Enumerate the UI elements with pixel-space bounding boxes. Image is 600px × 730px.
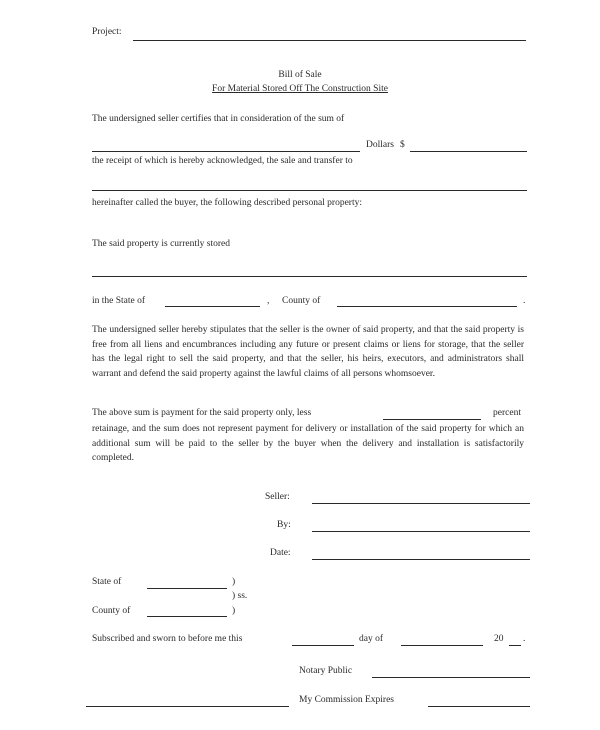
subscribed-text: Subscribed and sworn to before me this bbox=[92, 634, 243, 644]
date-field[interactable] bbox=[312, 559, 530, 560]
year-suffix: . bbox=[523, 634, 526, 644]
notary-month-field[interactable] bbox=[401, 645, 483, 646]
seller-label: Seller: bbox=[265, 492, 290, 502]
notary-county-label: County of bbox=[92, 606, 131, 616]
commission-expires-field[interactable] bbox=[428, 706, 530, 707]
notary-day-field[interactable] bbox=[292, 645, 354, 646]
comma: , bbox=[267, 296, 270, 306]
storage-location-field[interactable] bbox=[92, 276, 527, 277]
document-title: Bill of Sale bbox=[278, 70, 322, 80]
county-field[interactable] bbox=[337, 306, 517, 307]
state-label: in the State of bbox=[92, 296, 146, 306]
amount-words-field[interactable] bbox=[92, 151, 360, 152]
state-field[interactable] bbox=[165, 306, 260, 307]
payment-text: The above sum is payment for the said property only, less bbox=[92, 408, 312, 418]
notary-county-field[interactable] bbox=[147, 616, 227, 617]
project-field[interactable] bbox=[133, 40, 526, 41]
buyer-name-field[interactable] bbox=[92, 190, 527, 191]
notary-year-field[interactable] bbox=[509, 645, 521, 646]
stored-text: The said property is currently stored bbox=[92, 239, 230, 249]
notary-signature-field[interactable] bbox=[86, 706, 289, 707]
retainage-percent-field[interactable] bbox=[383, 419, 481, 420]
percent-label: percent bbox=[493, 408, 521, 418]
notary-state-field[interactable] bbox=[147, 588, 227, 589]
receipt-text: the receipt of which is hereby acknowledged, the sale and transfer to bbox=[92, 156, 353, 166]
stipulation-paragraph: The undersigned seller hereby stipulates that the seller is the owner of said property, and that the said property is free from all liens and encumbrances including any future or present claims or liens for storage, that the seller has the legal right to sell the said property, and that the seller, his heirs, executors, and administrators shall warrant and defend the said property against the lawful claims of all persons whomsoever. bbox=[92, 325, 524, 379]
document-subtitle: For Material Stored Off The Construction Site bbox=[212, 84, 388, 94]
commission-label: My Commission Expires bbox=[299, 695, 395, 705]
date-label: Date: bbox=[270, 548, 291, 558]
seller-field[interactable] bbox=[312, 503, 530, 504]
consideration-text: The undersigned seller certifies that in consideration of the sum of bbox=[92, 114, 345, 124]
period: . bbox=[523, 296, 526, 306]
notary-public-field[interactable] bbox=[372, 677, 530, 678]
dollar-sign: $ bbox=[400, 140, 405, 150]
buyer-text: hereinafter called the buyer, the following described personal property: bbox=[92, 198, 362, 208]
notary-paren-2: ) bbox=[232, 606, 236, 616]
amount-numeric-field[interactable] bbox=[410, 151, 527, 152]
by-field[interactable] bbox=[312, 531, 530, 532]
project-label: Project: bbox=[92, 27, 122, 37]
year-prefix: 20 bbox=[494, 634, 504, 644]
day-of-label: day of bbox=[359, 634, 384, 644]
dollars-label: Dollars bbox=[366, 140, 394, 150]
notary-state-label: State of bbox=[92, 577, 122, 587]
county-label: County of bbox=[282, 296, 321, 306]
notary-public-label: Notary Public bbox=[299, 666, 353, 676]
payment-paragraph: retainage, and the sum does not represent payment for delivery or installation of the said property for which an additional sum will be paid to the seller by the buyer when the delivery and installation is satisfactorily completed. bbox=[92, 424, 524, 463]
ss-label: ) ss. bbox=[232, 591, 248, 601]
by-label: By: bbox=[277, 520, 291, 530]
notary-paren-1: ) bbox=[232, 577, 236, 587]
